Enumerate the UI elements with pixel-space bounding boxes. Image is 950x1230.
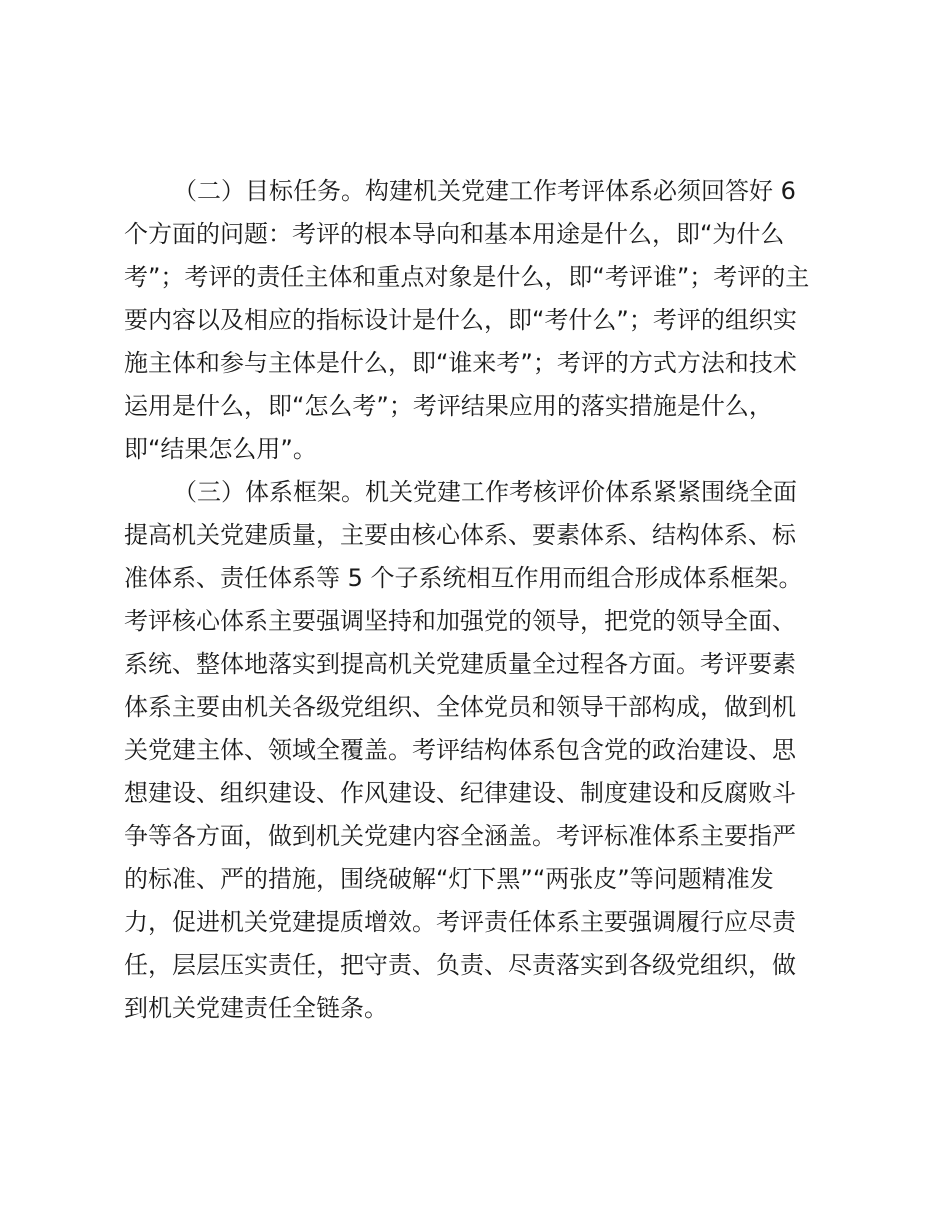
paragraph-line: 关党建主体、领域全覆盖。考评结构体系包含党的政治建设、思 <box>124 736 796 764</box>
paragraph-line: 任，层层压实责任，把守责、负责、尽责落实到各级党组织，做 <box>124 951 796 979</box>
paragraph-line: 考”；考评的责任主体和重点对象是什么，即“考评谁”；考评的主 <box>124 263 810 291</box>
paragraph-line: （三）体系框架。机关党建工作考核评价体系紧紧围绕全面 <box>173 478 797 506</box>
paragraph-line: 想建设、组织建设、作风建设、纪律建设、制度建设和反腐败斗 <box>124 779 796 807</box>
paragraph-line: 准体系、责任体系等 5 个子系统相互作用而组合形成体系框架。 <box>124 564 803 592</box>
paragraph-line: 体系主要由机关各级党组织、全体党员和领导干部构成，做到机 <box>124 693 796 721</box>
paragraph-framework <box>124 471 828 1030</box>
paragraph-line: 要内容以及相应的指标设计是什么，即“考什么”；考评的组织实 <box>124 306 797 334</box>
paragraph-line: 争等各方面，做到机关党建内容全涵盖。考评标准体系主要指严 <box>124 822 796 850</box>
paragraph-line: 考评核心体系主要强调坚持和加强党的领导，把党的领导全面、 <box>124 607 796 635</box>
paragraph-line: 力，促进机关党建提质增效。考评责任体系主要强调履行应尽责 <box>124 908 796 936</box>
paragraph-line: 施主体和参与主体是什么，即“谁来考”；考评的方式方法和技术 <box>124 349 797 377</box>
document-body <box>124 170 828 1030</box>
paragraph-line: 系统、整体地落实到提高机关党建质量全过程各方面。考评要素 <box>124 650 796 678</box>
paragraph-line: 提高机关党建质量，主要由核心体系、要素体系、结构体系、标 <box>124 521 796 549</box>
paragraph-line: 即“结果怎么用”。 <box>124 435 317 463</box>
paragraph-line: 到机关党建责任全链条。 <box>124 994 388 1022</box>
paragraph-line: （二）目标任务。构建机关党建工作考评体系必须回答好 6 <box>173 177 796 205</box>
paragraph-line: 个方面的问题：考评的根本导向和基本用途是什么，即“为什么 <box>124 220 785 248</box>
paragraph-line: 运用是什么，即“怎么考”；考评结果应用的落实措施是什么， <box>124 392 773 420</box>
paragraph-goals <box>124 170 828 471</box>
paragraph-line: 的标准、严的措施，围绕破解“灯下黑”“两张皮”等问题精准发 <box>124 865 774 893</box>
